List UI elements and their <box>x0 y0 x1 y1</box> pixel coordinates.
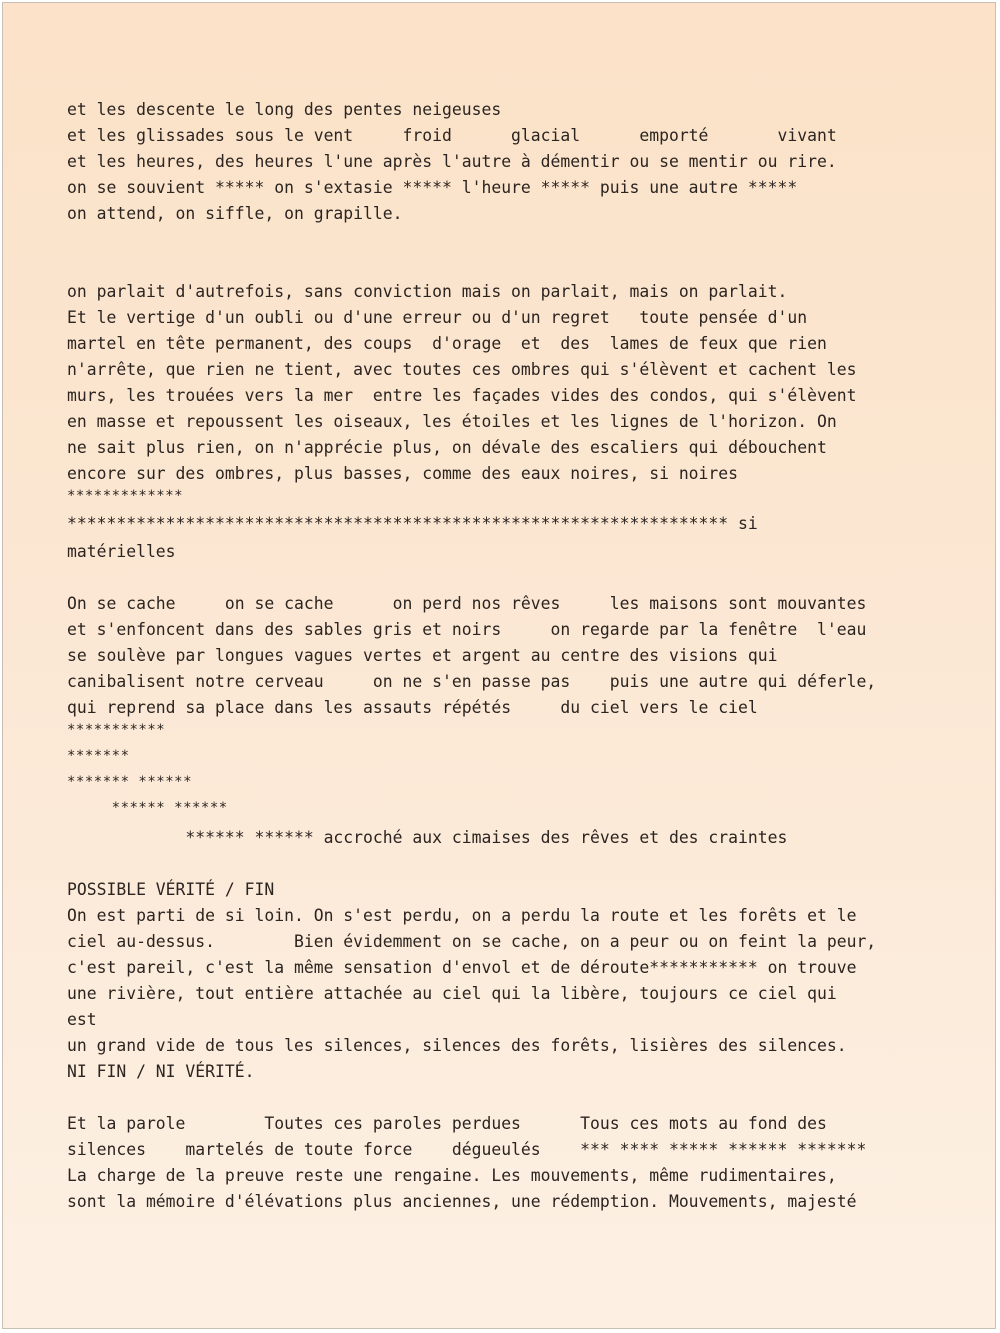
text-line: La charge de la preuve reste une rengaine. Les mouvements, même rudimentaires, <box>67 1166 837 1185</box>
text-line: canibalisent notre cerveau on ne s'en passe pas puis une autre qui déferle, <box>67 672 877 691</box>
text-line: un grand vide de tous les silences, silences des forêts, lisières des silences. <box>67 1036 847 1055</box>
text-line: qui reprend sa place dans les assauts répétés du ciel vers le ciel <box>67 698 758 717</box>
text-line: on se souvient ***** on s'extasie ***** l'heure ***** puis une autre ***** <box>67 178 798 197</box>
text-line: est <box>67 1010 97 1029</box>
text-line: une rivière, tout entière attachée au ciel qui la libère, toujours ce ciel qui <box>67 984 837 1003</box>
text-line: On est parti de si loin. On s'est perdu, on a perdu la route et les forêts et le <box>67 906 857 925</box>
text-line: on attend, on siffle, on grapille. <box>67 204 403 223</box>
text-line: se soulève par longues vagues vertes et argent au centre des visions qui <box>67 646 778 665</box>
document-page <box>2 2 996 1329</box>
asterisk-line: *********** <box>67 722 166 738</box>
section-heading: POSSIBLE VÉRITÉ / FIN <box>67 880 275 899</box>
text-line: c'est pareil, c'est la même sensation d'envol et de déroute*********** on trouve <box>67 958 857 977</box>
asterisk-line: ****** ****** <box>67 800 228 816</box>
text-line: sont la mémoire d'élévations plus anciennes, une rédemption. Mouvements, majesté <box>67 1192 857 1211</box>
text-line: murs, les trouées vers la mer entre les façades vides des condos, qui s'élèvent <box>67 386 857 405</box>
text-line: martel en tête permanent, des coups d'orage et des lames de feux que rien <box>67 334 827 353</box>
text-line: encore sur des ombres, plus basses, comme des eaux noires, si noires <box>67 464 739 483</box>
section-heading: NI FIN / NI VÉRITÉ. <box>67 1062 255 1081</box>
text-line: ****** ****** accroché aux cimaises des rêves et des craintes <box>67 828 788 847</box>
asterisk-line: ******************************************************************* si <box>67 514 758 533</box>
asterisk-line: ******* ****** <box>67 774 193 790</box>
text-line: silences martelés de toute force dégueulés *** **** ***** ****** ******* <box>67 1140 867 1159</box>
text-line: Et la parole Toutes ces paroles perdues Tous ces mots au fond des <box>67 1114 827 1133</box>
asterisk-line: ******* <box>67 748 130 764</box>
text-line: n'arrête, que rien ne tient, avec toutes ces ombres qui s'élèvent et cachent les <box>67 360 857 379</box>
text-line: en masse et repoussent les oiseaux, les étoiles et les lignes de l'horizon. On <box>67 412 837 431</box>
text-line: Et le vertige d'un oubli ou d'une erreur ou d'un regret toute pensée d'un <box>67 308 808 327</box>
text-line: matérielles <box>67 542 176 561</box>
text-line: ciel au-dessus. Bien évidemment on se cache, on a peur ou on feint la peur, <box>67 932 877 951</box>
text-line: et les descente le long des pentes neigeuses <box>67 100 502 119</box>
text-line: On se cache on se cache on perd nos rêves les maisons sont mouvantes <box>67 594 867 613</box>
text-line: ne sait plus rien, on n'apprécie plus, on dévale des escaliers qui débouchent <box>67 438 827 457</box>
text-line: et s'enfoncent dans des sables gris et noirs on regarde par la fenêtre l'eau <box>67 620 867 639</box>
text-line: et les glissades sous le vent froid glacial emporté vivant <box>67 126 837 145</box>
asterisk-line: ************* <box>67 488 184 504</box>
text-line: et les heures, des heures l'une après l'autre à démentir ou se mentir ou rire. <box>67 152 837 171</box>
text-line: on parlait d'autrefois, sans conviction mais on parlait, mais on parlait. <box>67 282 788 301</box>
